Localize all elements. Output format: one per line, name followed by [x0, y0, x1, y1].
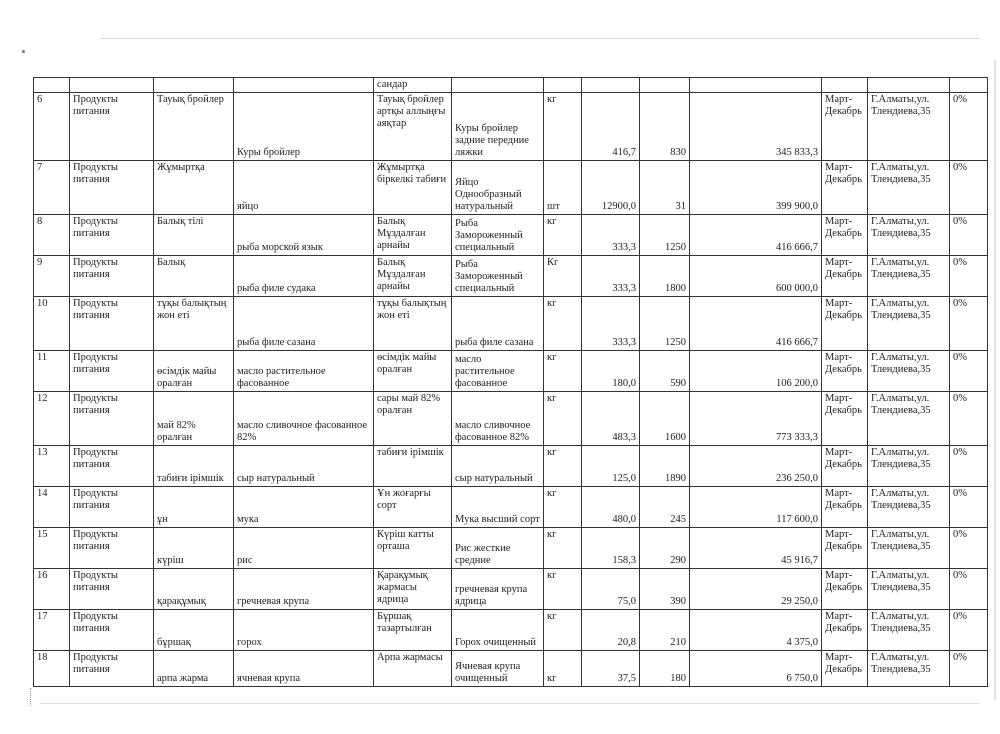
period-cell: Март-Декабрь	[822, 256, 868, 297]
row-number-cell: 9	[34, 256, 70, 297]
period-cell: Март-Декабрь	[822, 528, 868, 569]
table-row	[34, 297, 988, 351]
category-cell: Продукты питания	[70, 161, 154, 215]
table-header-fragment-row	[34, 78, 988, 93]
table-row	[34, 610, 988, 651]
unit-cell: Кг	[544, 256, 582, 297]
spec-kz-cell: Бұршақ тазартылған	[374, 610, 452, 651]
sum-cell: 416 666,7	[690, 297, 822, 351]
vat-cell: 0%	[950, 610, 988, 651]
quantity-cell: 333,3	[582, 215, 640, 256]
category-cell: Продукты питания	[70, 569, 154, 610]
spec-ru-cell: Рыба Замороженный специальный	[452, 256, 544, 297]
price-cell: 830	[640, 93, 690, 161]
period-cell: Март-Декабрь	[822, 392, 868, 446]
header-fragment-cell: сандар	[374, 78, 452, 93]
price-cell: 31	[640, 161, 690, 215]
category-cell: Продукты питания	[70, 93, 154, 161]
vat-cell: 0%	[950, 569, 988, 610]
scan-artifact-top-line	[100, 38, 980, 39]
category-cell: Продукты питания	[70, 256, 154, 297]
procurement-table	[33, 77, 988, 687]
spec-ru-cell: Куры бройлер задние передние ляжки	[452, 93, 544, 161]
row-number-cell: 6	[34, 93, 70, 161]
vat-cell: 0%	[950, 651, 988, 687]
period-cell: Март-Декабрь	[822, 161, 868, 215]
name-kz-cell: Жұмыртқа	[154, 161, 234, 215]
address-cell: Г.Алматы,ул. Тлендиева,35	[868, 93, 950, 161]
row-number-cell: 13	[34, 446, 70, 487]
sum-cell: 6 750,0	[690, 651, 822, 687]
spec-kz-cell: өсімдік майы оралған	[374, 351, 452, 392]
row-number-cell: 7	[34, 161, 70, 215]
table-row	[34, 651, 988, 687]
category-cell: Продукты питания	[70, 528, 154, 569]
spec-kz-cell: сары май 82% оралған	[374, 392, 452, 446]
address-cell: Г.Алматы,ул. Тлендиева,35	[868, 392, 950, 446]
quantity-cell: 75,0	[582, 569, 640, 610]
scan-artifact-right-edge	[994, 60, 996, 700]
name-ru-cell: горох	[234, 610, 374, 651]
quantity-cell: 158,3	[582, 528, 640, 569]
period-cell: Март-Декабрь	[822, 569, 868, 610]
quantity-cell: 20,8	[582, 610, 640, 651]
address-cell: Г.Алматы,ул. Тлендиева,35	[868, 569, 950, 610]
spec-kz-cell: Күріш катты орташа	[374, 528, 452, 569]
spec-ru-cell: гречневая крупа ядрица	[452, 569, 544, 610]
name-kz-cell: бұршақ	[154, 610, 234, 651]
category-cell: Продукты питания	[70, 446, 154, 487]
name-ru-cell: мука	[234, 487, 374, 528]
quantity-cell: 180,0	[582, 351, 640, 392]
row-number-cell: 8	[34, 215, 70, 256]
period-cell: Март-Декабрь	[822, 93, 868, 161]
vat-cell: 0%	[950, 297, 988, 351]
vat-cell: 0%	[950, 215, 988, 256]
row-number-cell: 18	[34, 651, 70, 687]
unit-cell: кг	[544, 392, 582, 446]
spec-ru-cell: Мука высший сорт	[452, 487, 544, 528]
sum-cell: 416 666,7	[690, 215, 822, 256]
quantity-cell: 333,3	[582, 256, 640, 297]
unit-cell: кг	[544, 93, 582, 161]
period-cell: Март-Декабрь	[822, 297, 868, 351]
spec-ru-cell: рыба филе сазана	[452, 297, 544, 351]
price-cell: 1890	[640, 446, 690, 487]
address-cell: Г.Алматы,ул. Тлендиева,35	[868, 161, 950, 215]
vat-cell: 0%	[950, 93, 988, 161]
address-cell: Г.Алматы,ул. Тлендиева,35	[868, 297, 950, 351]
unit-cell: кг	[544, 446, 582, 487]
spec-kz-cell: тұқы балықтың жон еті	[374, 297, 452, 351]
name-kz-cell: өсімдік майы оралған	[154, 351, 234, 392]
sum-cell: 45 916,7	[690, 528, 822, 569]
spec-kz-cell: Тауық бройлер артқы аллыңғы аяқтар	[374, 93, 452, 161]
name-kz-cell: ұн	[154, 487, 234, 528]
period-cell: Март-Декабрь	[822, 610, 868, 651]
sum-cell: 117 600,0	[690, 487, 822, 528]
vat-cell: 0%	[950, 392, 988, 446]
spec-ru-cell: Рис жесткие средние	[452, 528, 544, 569]
name-kz-cell: күріш	[154, 528, 234, 569]
table-row	[34, 487, 988, 528]
name-ru-cell: масло растительное фасованное	[234, 351, 374, 392]
name-ru-cell: сыр натуральный	[234, 446, 374, 487]
spec-kz-cell: Қарақұмық жармасы ядрица	[374, 569, 452, 610]
unit-cell: кг	[544, 351, 582, 392]
row-number-cell: 12	[34, 392, 70, 446]
vat-cell: 0%	[950, 256, 988, 297]
name-ru-cell: ячневая крупа	[234, 651, 374, 687]
price-cell: 1250	[640, 297, 690, 351]
address-cell: Г.Алматы,ул. Тлендиева,35	[868, 256, 950, 297]
category-cell: Продукты питания	[70, 215, 154, 256]
sum-cell: 600 000,0	[690, 256, 822, 297]
spec-ru-cell: Горох очищенный	[452, 610, 544, 651]
period-cell: Март-Декабрь	[822, 215, 868, 256]
quantity-cell: 37,5	[582, 651, 640, 687]
category-cell: Продукты питания	[70, 487, 154, 528]
vat-cell: 0%	[950, 528, 988, 569]
name-kz-cell: қарақұмық	[154, 569, 234, 610]
category-cell: Продукты питания	[70, 297, 154, 351]
price-cell: 1250	[640, 215, 690, 256]
spec-kz-cell: Балық Мұздалған арнайы	[374, 215, 452, 256]
name-ru-cell: рис	[234, 528, 374, 569]
unit-cell: кг	[544, 610, 582, 651]
spec-ru-cell: масло растительное фасованное	[452, 351, 544, 392]
unit-cell: шт	[544, 161, 582, 215]
sum-cell: 4 375,0	[690, 610, 822, 651]
unit-cell: кг	[544, 487, 582, 528]
category-cell: Продукты питания	[70, 610, 154, 651]
table-row	[34, 215, 988, 256]
category-cell: Продукты питания	[70, 392, 154, 446]
spec-ru-cell: сыр натуральный	[452, 446, 544, 487]
name-kz-cell: май 82% оралған	[154, 392, 234, 446]
table-row	[34, 569, 988, 610]
vat-cell: 0%	[950, 161, 988, 215]
table-row	[34, 93, 988, 161]
quantity-cell: 125,0	[582, 446, 640, 487]
scan-artifact-dot	[22, 50, 25, 53]
name-kz-cell: тұқы балықтың жон еті	[154, 297, 234, 351]
scan-artifact-left-marks	[30, 688, 33, 706]
address-cell: Г.Алматы,ул. Тлендиева,35	[868, 446, 950, 487]
vat-cell: 0%	[950, 446, 988, 487]
spec-kz-cell: Ұн жоғарғы сорт	[374, 487, 452, 528]
name-ru-cell: рыба морской язык	[234, 215, 374, 256]
period-cell: Март-Декабрь	[822, 487, 868, 528]
spec-kz-cell: табиғи ірімшік	[374, 446, 452, 487]
address-cell: Г.Алматы,ул. Тлендиева,35	[868, 651, 950, 687]
name-ru-cell: Куры бройлер	[234, 93, 374, 161]
unit-cell: кг	[544, 215, 582, 256]
vat-cell: 0%	[950, 487, 988, 528]
row-number-cell: 15	[34, 528, 70, 569]
spec-kz-cell: Жұмыртқа біркелкі табиғи	[374, 161, 452, 215]
sum-cell: 773 333,3	[690, 392, 822, 446]
address-cell: Г.Алматы,ул. Тлендиева,35	[868, 215, 950, 256]
address-cell: Г.Алматы,ул. Тлендиева,35	[868, 351, 950, 392]
address-cell: Г.Алматы,ул. Тлендиева,35	[868, 487, 950, 528]
row-number-cell: 14	[34, 487, 70, 528]
address-cell: Г.Алматы,ул. Тлендиева,35	[868, 610, 950, 651]
period-cell: Март-Декабрь	[822, 446, 868, 487]
table-row	[34, 351, 988, 392]
row-number-cell: 16	[34, 569, 70, 610]
quantity-cell: 333,3	[582, 297, 640, 351]
table-row	[34, 446, 988, 487]
price-cell: 290	[640, 528, 690, 569]
name-kz-cell: Балық	[154, 256, 234, 297]
quantity-cell: 12900,0	[582, 161, 640, 215]
name-ru-cell: гречневая крупа	[234, 569, 374, 610]
quantity-cell: 480,0	[582, 487, 640, 528]
price-cell: 245	[640, 487, 690, 528]
table-row	[34, 392, 988, 446]
price-cell: 390	[640, 569, 690, 610]
category-cell: Продукты питания	[70, 351, 154, 392]
unit-cell: кг	[544, 297, 582, 351]
price-cell: 1800	[640, 256, 690, 297]
table-row	[34, 256, 988, 297]
spec-ru-cell: Ячневая крупа очищенный	[452, 651, 544, 687]
scan-artifact-bottom-edge	[40, 703, 980, 704]
spec-ru-cell: масло сливочное фасованное 82%	[452, 392, 544, 446]
period-cell: Март-Декабрь	[822, 351, 868, 392]
price-cell: 590	[640, 351, 690, 392]
table-row	[34, 528, 988, 569]
sum-cell: 29 250,0	[690, 569, 822, 610]
quantity-cell: 483,3	[582, 392, 640, 446]
sum-cell: 106 200,0	[690, 351, 822, 392]
sum-cell: 399 900,0	[690, 161, 822, 215]
name-ru-cell: рыба филе судака	[234, 256, 374, 297]
category-cell: Продукты питания	[70, 651, 154, 687]
spec-kz-cell: Балық Мұздалған арнайы	[374, 256, 452, 297]
unit-cell: кг	[544, 569, 582, 610]
spec-kz-cell: Арпа жармасы	[374, 651, 452, 687]
row-number-cell: 10	[34, 297, 70, 351]
table-row	[34, 161, 988, 215]
price-cell: 180	[640, 651, 690, 687]
row-number-cell: 11	[34, 351, 70, 392]
period-cell: Март-Декабрь	[822, 651, 868, 687]
unit-cell: кг	[544, 528, 582, 569]
spec-ru-cell: Рыба Замороженный специальный	[452, 215, 544, 256]
name-kz-cell: табиғи ірімшік	[154, 446, 234, 487]
sum-cell: 236 250,0	[690, 446, 822, 487]
sum-cell: 345 833,3	[690, 93, 822, 161]
unit-cell: кг	[544, 651, 582, 687]
name-kz-cell: Балық тілі	[154, 215, 234, 256]
name-kz-cell: арпа жарма	[154, 651, 234, 687]
name-kz-cell: Тауық бройлер	[154, 93, 234, 161]
vat-cell: 0%	[950, 351, 988, 392]
quantity-cell: 416,7	[582, 93, 640, 161]
address-cell: Г.Алматы,ул. Тлендиева,35	[868, 528, 950, 569]
row-number-cell: 17	[34, 610, 70, 651]
name-ru-cell: рыба филе сазана	[234, 297, 374, 351]
name-ru-cell: яйцо	[234, 161, 374, 215]
name-ru-cell: масло сливочное фасованное 82%	[234, 392, 374, 446]
price-cell: 1600	[640, 392, 690, 446]
price-cell: 210	[640, 610, 690, 651]
spec-ru-cell: Яйцо Однообразный натуральный	[452, 161, 544, 215]
